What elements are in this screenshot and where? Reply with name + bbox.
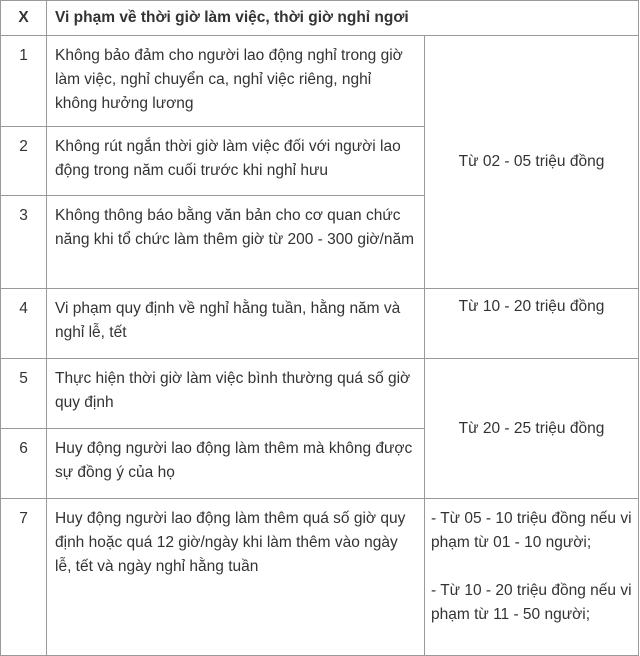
row-violation: Không rút ngắn thời giờ làm việc đối với người lao động trong năm cuối trước khi nghỉ hưu [47, 127, 425, 196]
penalty-cell-tiered [425, 499, 639, 656]
header-number: X [1, 1, 47, 36]
row-number: 7 [1, 499, 47, 656]
row-violation: Huy động người lao động làm thêm quá số giờ quy định hoặc quá 12 giờ/ngày khi làm thêm vào ngày lễ, tết và ngày nghỉ hằng tuần [47, 499, 425, 656]
row-number: 5 [1, 359, 47, 429]
row-violation: Không bảo đảm cho người lao động nghỉ trong giờ làm việc, nghỉ chuyển ca, nghỉ việc riêng, nghỉ không hưởng lương [47, 36, 425, 127]
row-violation: Vi phạm quy định về nghỉ hằng tuần, hằng năm và nghỉ lễ, tết [47, 289, 425, 359]
row-number: 1 [1, 36, 47, 127]
row-violation: Huy động người lao động làm thêm mà không được sự đồng ý của họ [47, 429, 425, 499]
row-violation: Thực hiện thời giờ làm việc bình thường quá số giờ quy định [47, 359, 425, 429]
table-row [1, 499, 639, 656]
table-row [1, 289, 639, 359]
table-row [1, 359, 639, 429]
row-number: 2 [1, 127, 47, 196]
table-row [1, 36, 639, 127]
penalty-spacer [431, 555, 632, 579]
row-number: 3 [1, 196, 47, 289]
penalty-cell: Từ 02 - 05 triệu đồng [425, 36, 639, 289]
penalty-tier-2: - Từ 10 - 20 triệu đồng nếu vi phạm từ 11 - 50 người; [431, 582, 632, 623]
row-number: 6 [1, 429, 47, 499]
penalty-cell: Từ 10 - 20 triệu đồng [425, 289, 639, 359]
row-violation: Không thông báo bằng văn bản cho cơ quan chức năng khi tổ chức làm thêm giờ từ 200 - 300 giờ/năm [47, 196, 425, 289]
header-violation: Vi phạm về thời giờ làm việc, thời giờ nghỉ ngơi [47, 1, 639, 36]
penalty-cell: Từ 20 - 25 triệu đồng [425, 359, 639, 499]
row-number: 4 [1, 289, 47, 359]
penalty-tier-1: - Từ 05 - 10 triệu đồng nếu vi phạm từ 01 - 10 người; [431, 510, 632, 551]
table-header-row [1, 1, 639, 36]
